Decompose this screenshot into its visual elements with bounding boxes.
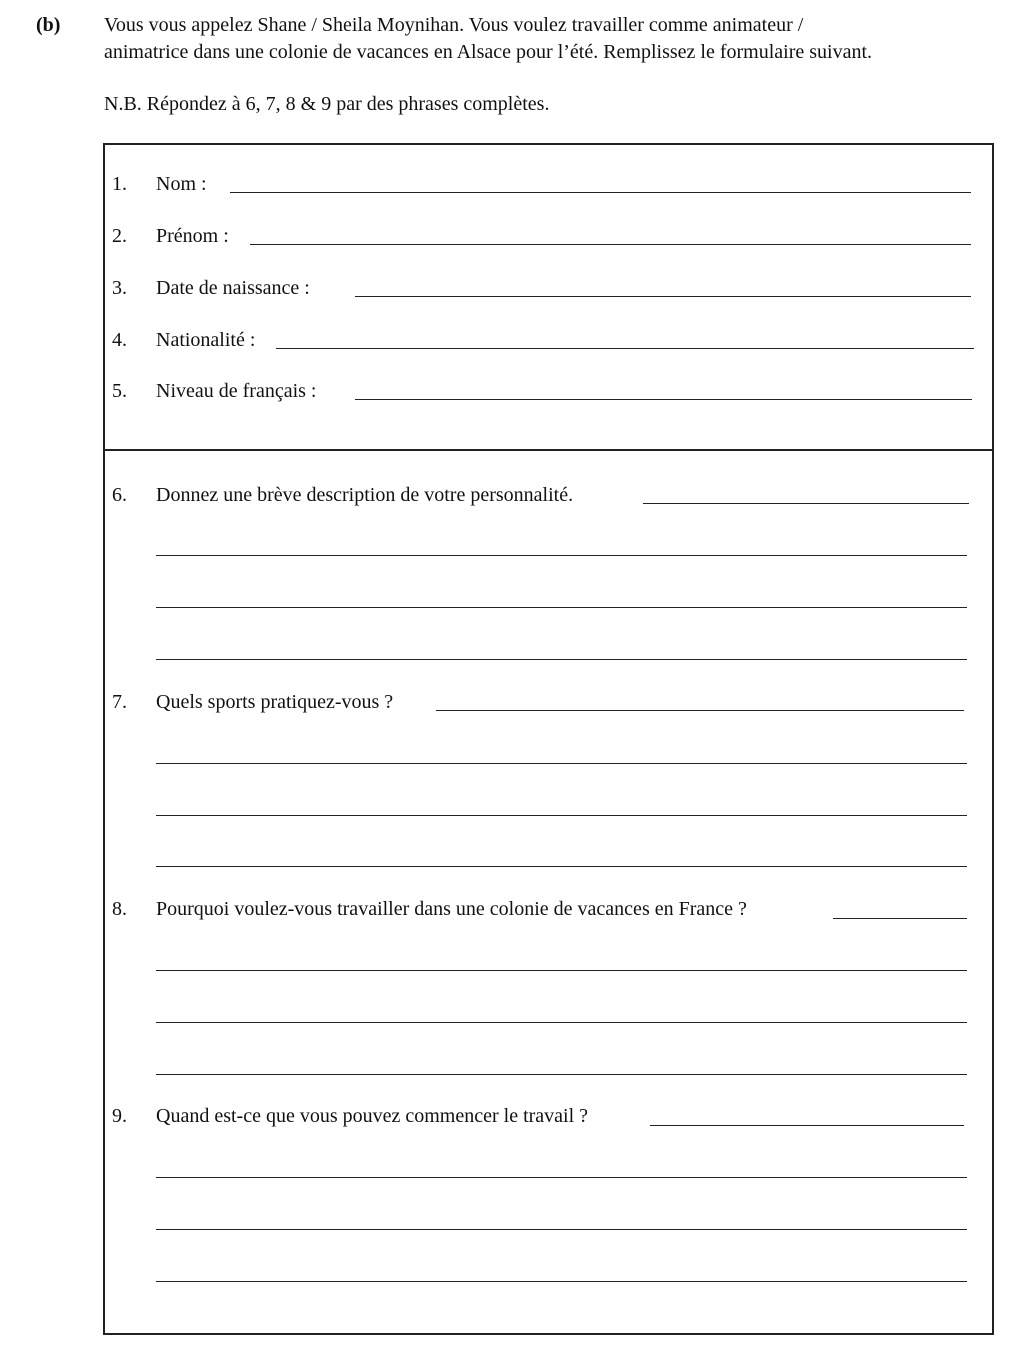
form-box [103,143,994,1335]
field-input-date-naissance[interactable] [355,296,971,297]
answer-line-q8-4[interactable] [156,1074,967,1075]
field-label-date-naissance: Date de naissance : [156,277,310,299]
field-label-niveau-francais: Niveau de français : [156,380,317,402]
field-input-nationalite[interactable] [276,348,974,349]
field-number: 4. [112,329,127,351]
question-label-quand: Quand est-ce que vous pouvez commencer le travail ? [156,1105,589,1127]
field-label-prenom: Prénom : [156,225,229,247]
field-number: 2. [112,225,127,247]
question-label-sports: Quels sports pratiquez-vous ? [156,691,394,713]
field-label-nom: Nom : [156,173,207,195]
field-number: 3. [112,277,127,299]
answer-line-q6-2[interactable] [156,555,967,556]
part-label: (b) [36,14,61,36]
answer-line-q9-2[interactable] [156,1177,967,1178]
field-number: 1. [112,173,127,195]
question-number: 6. [112,484,127,506]
answer-line-q8-2[interactable] [156,970,967,971]
field-input-nom[interactable] [230,192,971,193]
answer-line-q7-2[interactable] [156,763,967,764]
field-number: 5. [112,380,127,402]
answer-line-q9-1[interactable] [650,1125,964,1126]
question-number: 8. [112,898,127,920]
answer-line-q6-1[interactable] [643,503,969,504]
answer-line-q9-3[interactable] [156,1229,967,1230]
field-label-nationalite: Nationalité : [156,329,256,351]
answer-line-q7-1[interactable] [436,710,964,711]
answer-line-q6-3[interactable] [156,607,967,608]
intro-line-2: animatrice dans une colonie de vacances en Alsace pour l’été. Remplissez le formulaire suivant. [104,41,873,63]
answer-line-q8-1[interactable] [833,918,967,919]
question-number: 7. [112,691,127,713]
section-divider [103,449,994,451]
field-input-prenom[interactable] [250,244,971,245]
question-number: 9. [112,1105,127,1127]
intro-line-1: Vous vous appelez Shane / Sheila Moynihan. Vous voulez travailler comme animateur / [104,14,804,36]
answer-line-q6-4[interactable] [156,659,967,660]
answer-line-q7-3[interactable] [156,815,967,816]
note: N.B. Répondez à 6, 7, 8 & 9 par des phrases complètes. [104,93,550,115]
field-input-niveau-francais[interactable] [355,399,972,400]
answer-line-q9-4[interactable] [156,1281,967,1282]
answer-line-q7-4[interactable] [156,866,967,867]
question-label-personnalite: Donnez une brève description de votre personnalité. [156,484,574,506]
answer-line-q8-3[interactable] [156,1022,967,1023]
question-label-pourquoi: Pourquoi voulez-vous travailler dans une colonie de vacances en France ? [156,898,747,920]
